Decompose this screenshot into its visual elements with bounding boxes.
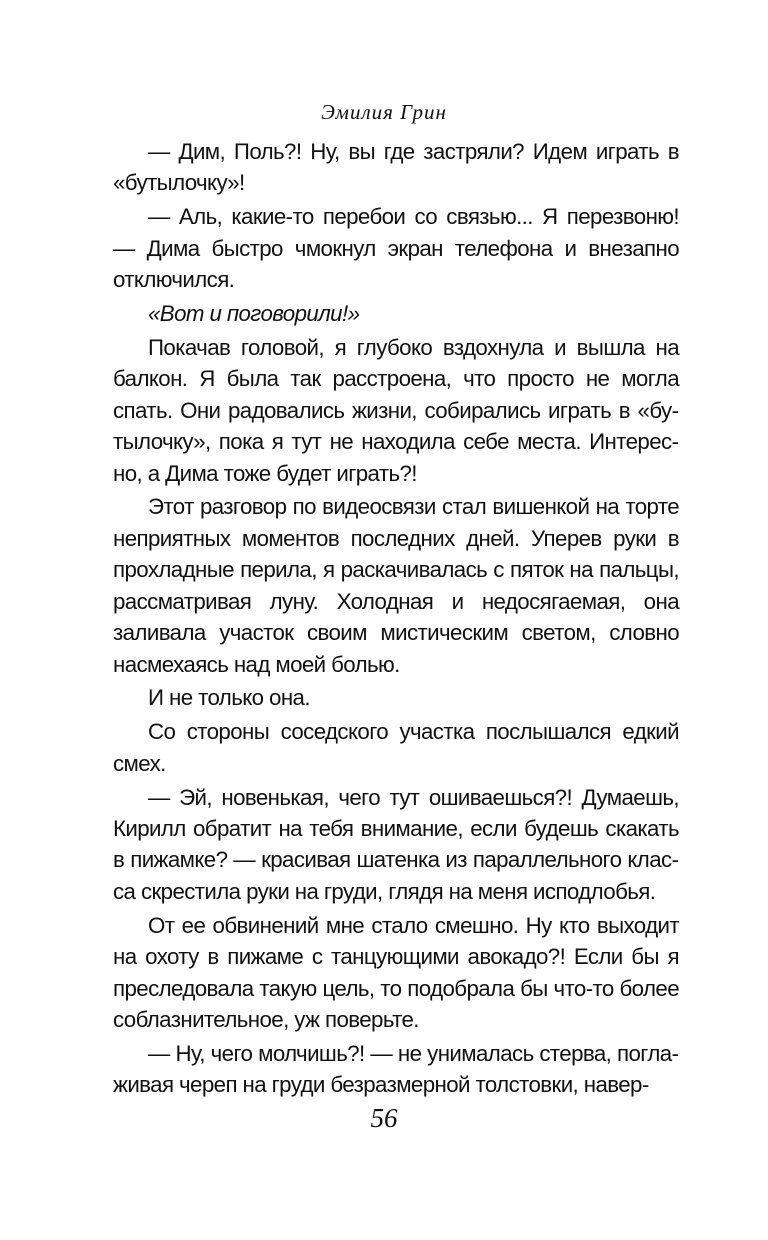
- paragraph: — Ну, чего молчишь?! — не унималась стерва, поглаживая череп на груди безразмерной толстовки, навер-: [113, 1040, 679, 1098]
- paragraph: — Дим, Поль?! Ну, вы где застряли? Идем играть в «бутылочку»!: [113, 139, 679, 196]
- paragraph: Со стороны соседского участка послышался едкий смех.: [113, 719, 679, 776]
- paragraph-italic: «Вот и поговорили!»: [148, 301, 360, 327]
- paragraph: Покачав головой, я глубоко вздохнула и вышла на балкон. Я была так расстроена, что просто не могла спать. Они радовались жизни, собирались играть в «бутылочку», пока я тут не находила себе места. Интересно, а Дима тоже будет играть?!: [113, 334, 679, 486]
- paragraph: — Аль, какие-то перебои со связью... Я перезвоню! — Дима быстро чмокнул экран телефона и внезапно отключился.: [113, 204, 679, 293]
- page-number: 56: [370, 1103, 398, 1133]
- paragraph: — Эй, новенькая, чего тут ошиваешься?! Думаешь, Кирилл обратит на тебя внимание, если будешь скакать в пижамке? — красивая шатенка из параллельного класса скрестила руки на груди, глядя на меня исподлобья.: [113, 784, 679, 904]
- body-text: [113, 136, 679, 1103]
- paragraph: Этот разговор по видеосвязи стал вишенкой на торте неприятных моментов последних дней. Уперев руки в прохладные перила, я раскачивалась с пяток на пальцы, рассматривая луну. Холодная и недосягаемая, она заливала участок своим мистическим светом, словно насмехаясь над моей болью.: [113, 494, 679, 677]
- paragraph: И не только она.: [148, 685, 310, 711]
- running-head-author: Эмилия Грин: [321, 100, 447, 124]
- paragraph: От ее обвинений мне стало смешно. Ну кто выходит на охоту в пижаме с танцующими авокадо?! Если бы я преследовала такую цель, то подобрала бы что-то более соблазнительное, уж поверьте.: [113, 912, 679, 1032]
